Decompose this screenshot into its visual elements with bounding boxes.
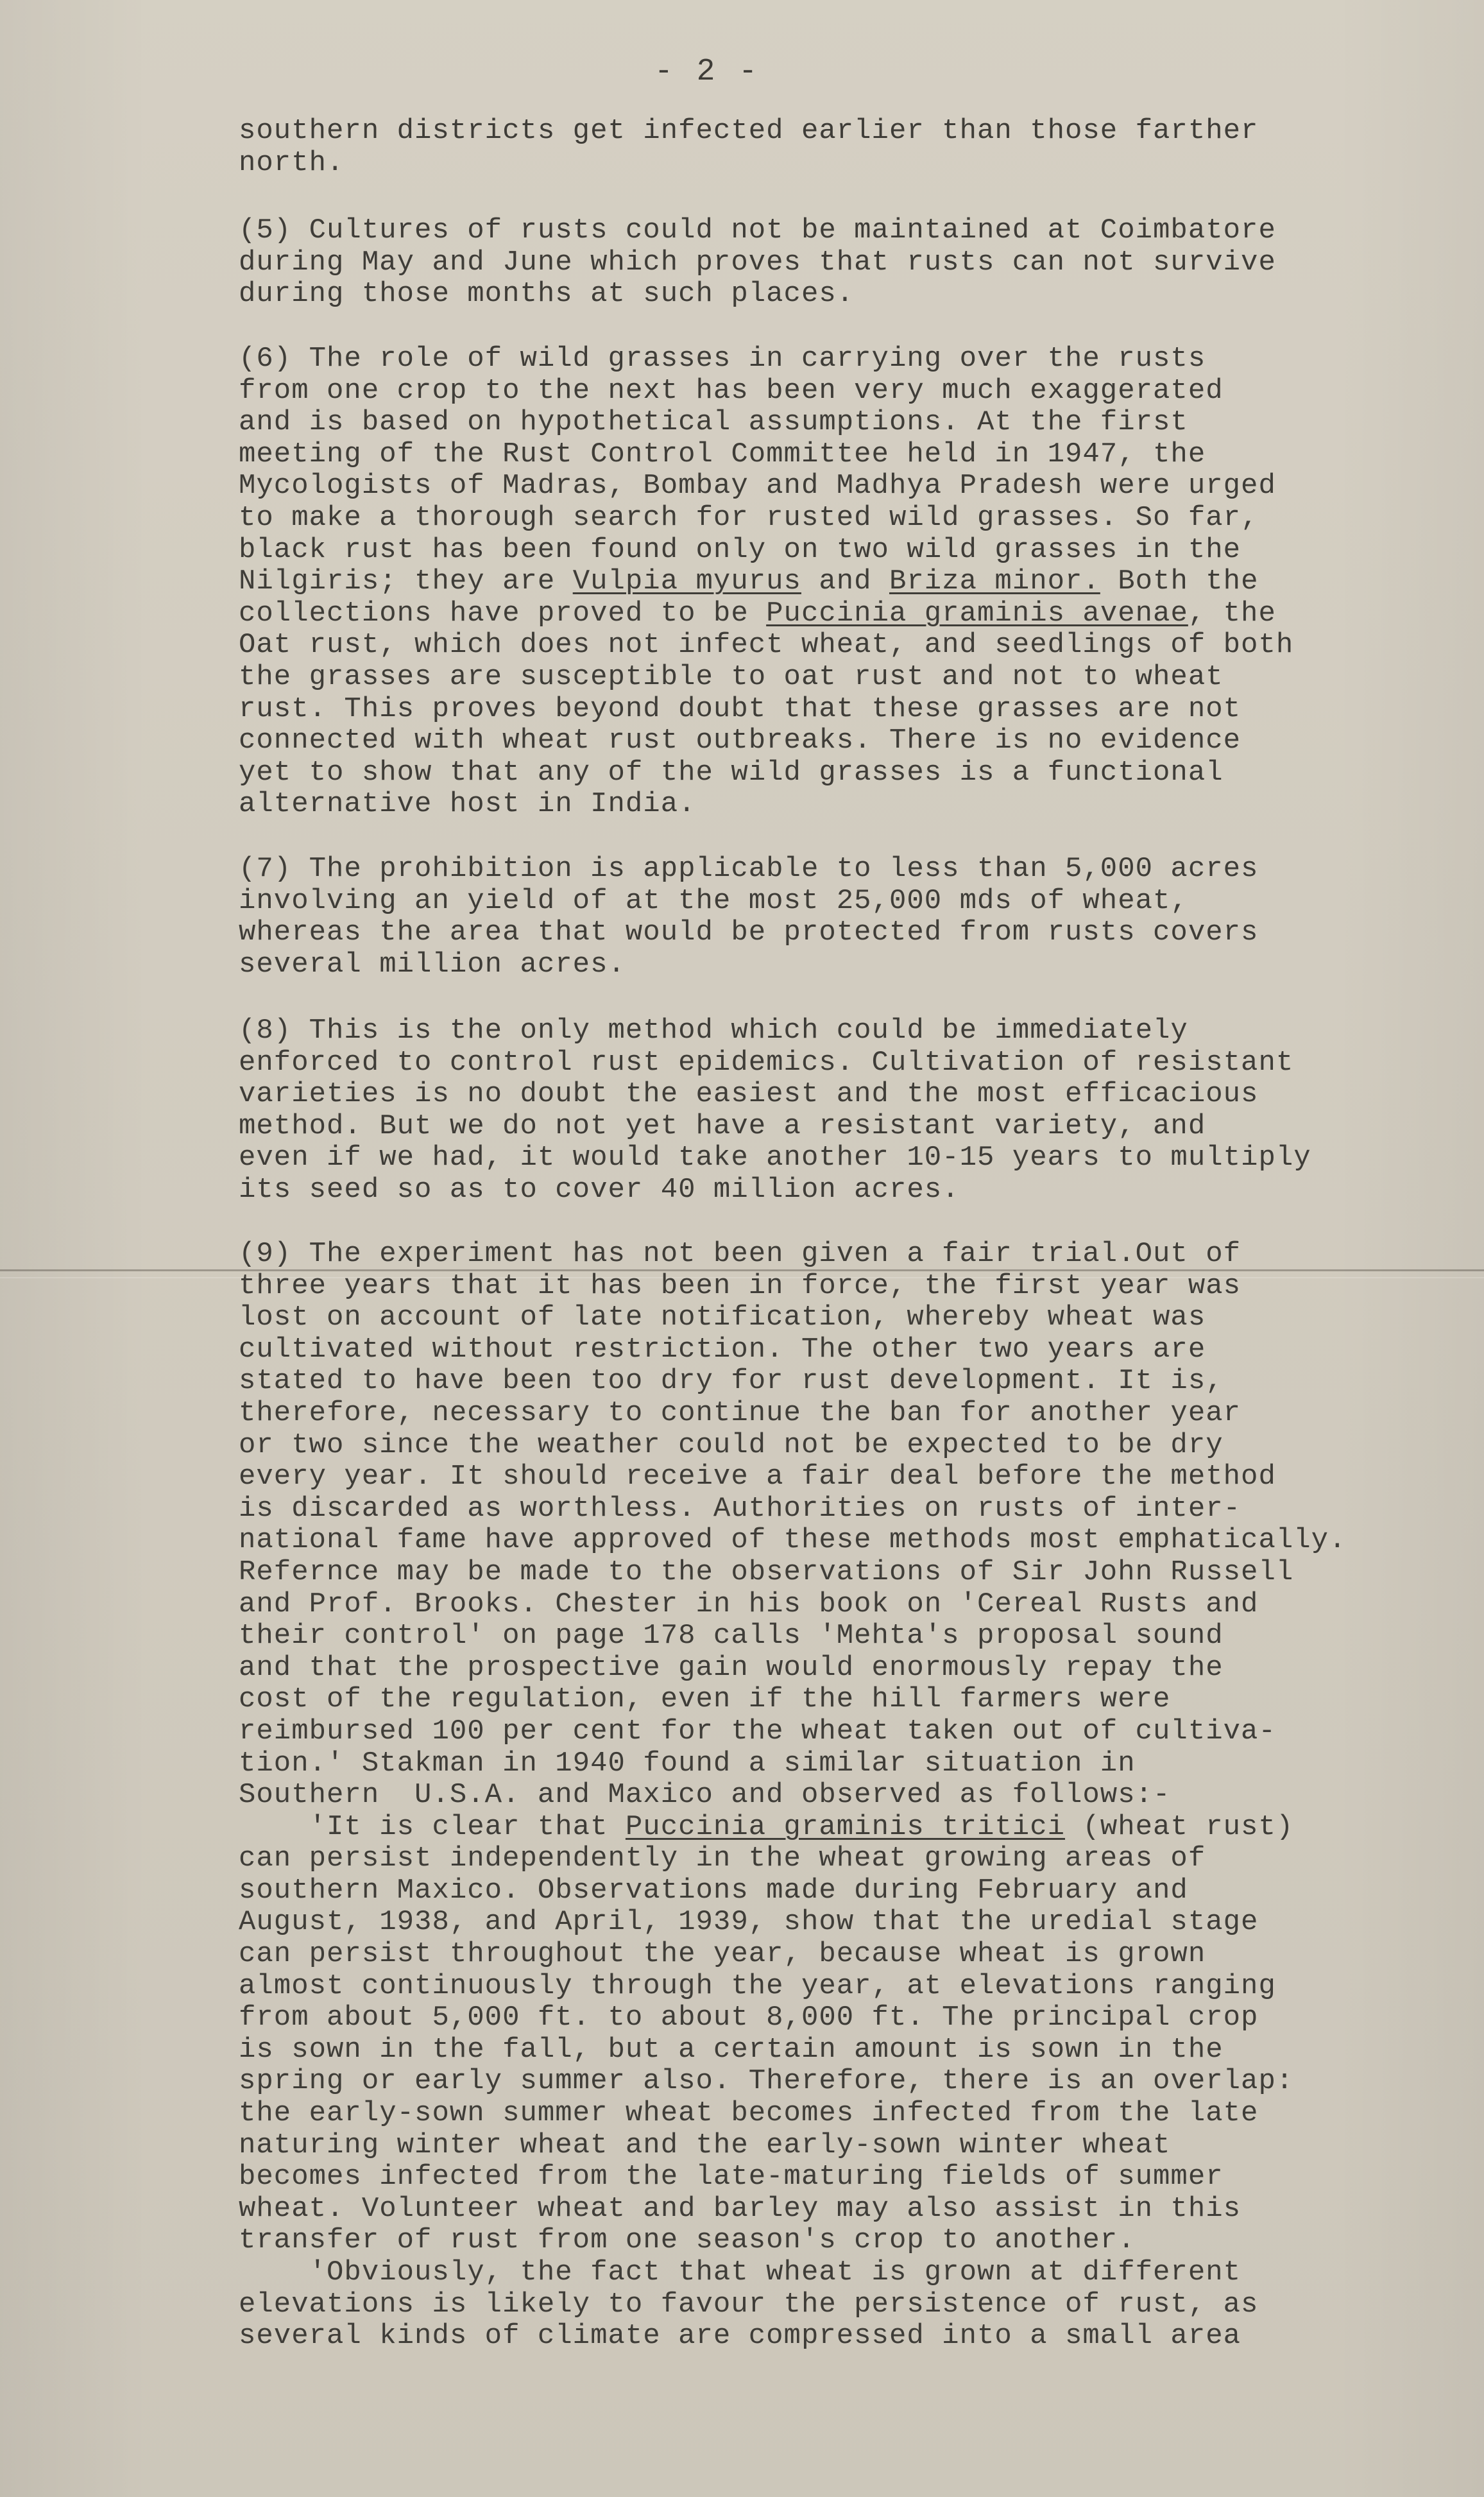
text-line: north. xyxy=(239,146,345,179)
paragraph-continuation xyxy=(239,116,1458,179)
text-line: from about 5,000 ft. to about 8,000 ft. The principal crop xyxy=(239,2002,1259,2034)
text-line: can persist independently in the wheat growing areas of xyxy=(239,1842,1206,1875)
text-line: black rust has been found only on two wild grasses in the xyxy=(239,533,1241,566)
text-segment: , the xyxy=(1188,597,1276,630)
text-line: its seed so as to cover 40 million acres. xyxy=(239,1173,960,1206)
text-line: Refernce may be made to the observations of Sir John Russell xyxy=(239,1556,1294,1588)
text-segment: (wheat rust) xyxy=(1065,1810,1294,1843)
text-line: cultivated without restriction. The other two years are xyxy=(239,1333,1206,1366)
text-line: method. But we do not yet have a resistant variety, and xyxy=(239,1110,1206,1142)
paragraph-6 xyxy=(239,343,1458,821)
text-line: transfer of rust from one season's crop to another. xyxy=(239,2224,1136,2257)
text-line: several kinds of climate are compressed into a small area xyxy=(239,2320,1241,2353)
text-line: southern districts get infected earlier than those farther xyxy=(239,115,1259,147)
text-line: and Prof. Brooks. Chester in his book on 'Cereal Rusts and xyxy=(239,1588,1259,1620)
text-line: Southern U.S.A. and Maxico and observed as follows:- xyxy=(239,1779,1171,1812)
text-line-with-species xyxy=(239,598,1458,630)
text-line: is discarded as worthless. Authorities on rusts of inter- xyxy=(239,1492,1241,1525)
text-line: (7) The prohibition is applicable to less than 5,000 acres xyxy=(239,853,1259,885)
text-line: becomes infected from the late-maturing fields of summer xyxy=(239,2161,1224,2193)
text-line: to make a thorough search for rusted wild grasses. So far, xyxy=(239,501,1259,534)
paragraph-9 xyxy=(239,1239,1458,2353)
text-line: several million acres. xyxy=(239,948,626,981)
text-line: 'Obviously, the fact that wheat is grown at different xyxy=(239,2256,1241,2288)
text-line: connected with wheat rust outbreaks. There is no evidence xyxy=(239,725,1241,757)
text-line: naturing winter wheat and the early-sown winter wheat xyxy=(239,2129,1171,2161)
text-line: cost of the regulation, even if the hill farmers were xyxy=(239,1683,1171,1716)
text-line: (9) The experiment has not been given a fair trial.Out of xyxy=(239,1238,1241,1270)
text-line: alternative host in India. xyxy=(239,788,696,821)
text-line: meeting of the Rust Control Committee held in 1947, the xyxy=(239,438,1206,470)
text-line: elevations is likely to favour the persistence of rust, as xyxy=(239,2288,1259,2321)
text-line: varieties is no doubt the easiest and the most efficacious xyxy=(239,1078,1259,1111)
text-line: and that the prospective gain would enormously repay the xyxy=(239,1651,1224,1684)
text-line: Mycologists of Madras, Bombay and Madhya Pradesh were urged xyxy=(239,470,1276,502)
text-line: enforced to control rust epidemics. Cultivation of resistant xyxy=(239,1046,1294,1079)
text-line: (6) The role of wild grasses in carrying over the rusts xyxy=(239,343,1206,375)
text-line: Oat rust, which does not infect wheat, and seedlings of both xyxy=(239,629,1294,662)
text-segment: Nilgiris; they are xyxy=(239,565,573,598)
text-line: is sown in the fall, but a certain amount is sown in the xyxy=(239,2033,1224,2066)
text-line: spring or early summer also. Therefore, there is an overlap: xyxy=(239,2065,1294,2098)
text-line: August, 1938, and April, 1939, show that the uredial stage xyxy=(239,1906,1259,1939)
text-line: rust. This proves beyond doubt that these grasses are not xyxy=(239,692,1241,725)
text-line: wheat. Volunteer wheat and barley may also assist in this xyxy=(239,2192,1241,2225)
species-name-puccinia-avenae: Puccinia graminis avenae xyxy=(766,597,1188,630)
text-line: can persist throughout the year, because wheat is grown xyxy=(239,1938,1206,1971)
text-segment: and xyxy=(801,565,889,598)
text-line-with-species xyxy=(239,566,1458,598)
text-line: lost on account of late notification, whereby wheat was xyxy=(239,1301,1206,1334)
text-line: three years that it has been in force, the first year was xyxy=(239,1269,1241,1302)
text-line: almost continuously through the year, at elevations ranging xyxy=(239,1969,1276,2002)
page-number: - 2 - xyxy=(654,55,760,89)
text-line: the early-sown summer wheat becomes infected from the late xyxy=(239,2097,1259,2130)
text-line: national fame have approved of these methods most emphatically. xyxy=(239,1524,1347,1557)
text-line: southern Maxico. Observations made during February and xyxy=(239,1874,1188,1907)
text-line: during those months at such places. xyxy=(239,278,855,311)
text-line: involving an yield of at the most 25,000 mds of wheat, xyxy=(239,884,1188,917)
text-line: their control' on page 178 calls 'Mehta's proposal sound xyxy=(239,1620,1224,1652)
text-segment: 'It is clear that xyxy=(239,1810,626,1843)
species-name-briza: Briza minor. xyxy=(889,565,1100,598)
text-line: yet to show that any of the wild grasses is a functional xyxy=(239,756,1224,789)
text-line: the grasses are susceptible to oat rust and not to wheat xyxy=(239,660,1224,693)
text-segment: Both the xyxy=(1100,565,1259,598)
text-segment: collections have proved to be xyxy=(239,597,767,630)
text-line: even if we had, it would take another 10-15 years to multiply xyxy=(239,1142,1311,1174)
text-line: therefore, necessary to continue the ban for another year xyxy=(239,1396,1241,1429)
paragraph-5 xyxy=(239,215,1458,311)
text-line: and is based on hypothetical assumptions. At the first xyxy=(239,406,1188,439)
text-line-with-species xyxy=(239,1812,1458,1844)
text-line: during May and June which proves that rusts can not survive xyxy=(239,246,1276,279)
text-line: tion.' Stakman in 1940 found a similar situation in xyxy=(239,1747,1136,1780)
text-line: (5) Cultures of rusts could not be maintained at Coimbatore xyxy=(239,214,1276,246)
text-line: stated to have been too dry for rust development. It is, xyxy=(239,1365,1224,1398)
text-line: (8) This is the only method which could be immediately xyxy=(239,1015,1188,1047)
text-line: whereas the area that would be protected from rusts covers xyxy=(239,916,1259,949)
paragraph-8 xyxy=(239,1015,1458,1206)
text-line: every year. It should receive a fair deal before the method xyxy=(239,1461,1276,1493)
text-line: reimbursed 100 per cent for the wheat taken out of cultiva- xyxy=(239,1715,1276,1747)
text-line: from one crop to the next has been very much exaggerated xyxy=(239,374,1224,407)
text-line: or two since the weather could not be expected to be dry xyxy=(239,1429,1224,1461)
paragraph-7 xyxy=(239,854,1458,981)
species-name-vulpia: Vulpia myurus xyxy=(572,565,801,598)
species-name-puccinia-tritici: Puccinia graminis tritici xyxy=(625,1810,1066,1843)
